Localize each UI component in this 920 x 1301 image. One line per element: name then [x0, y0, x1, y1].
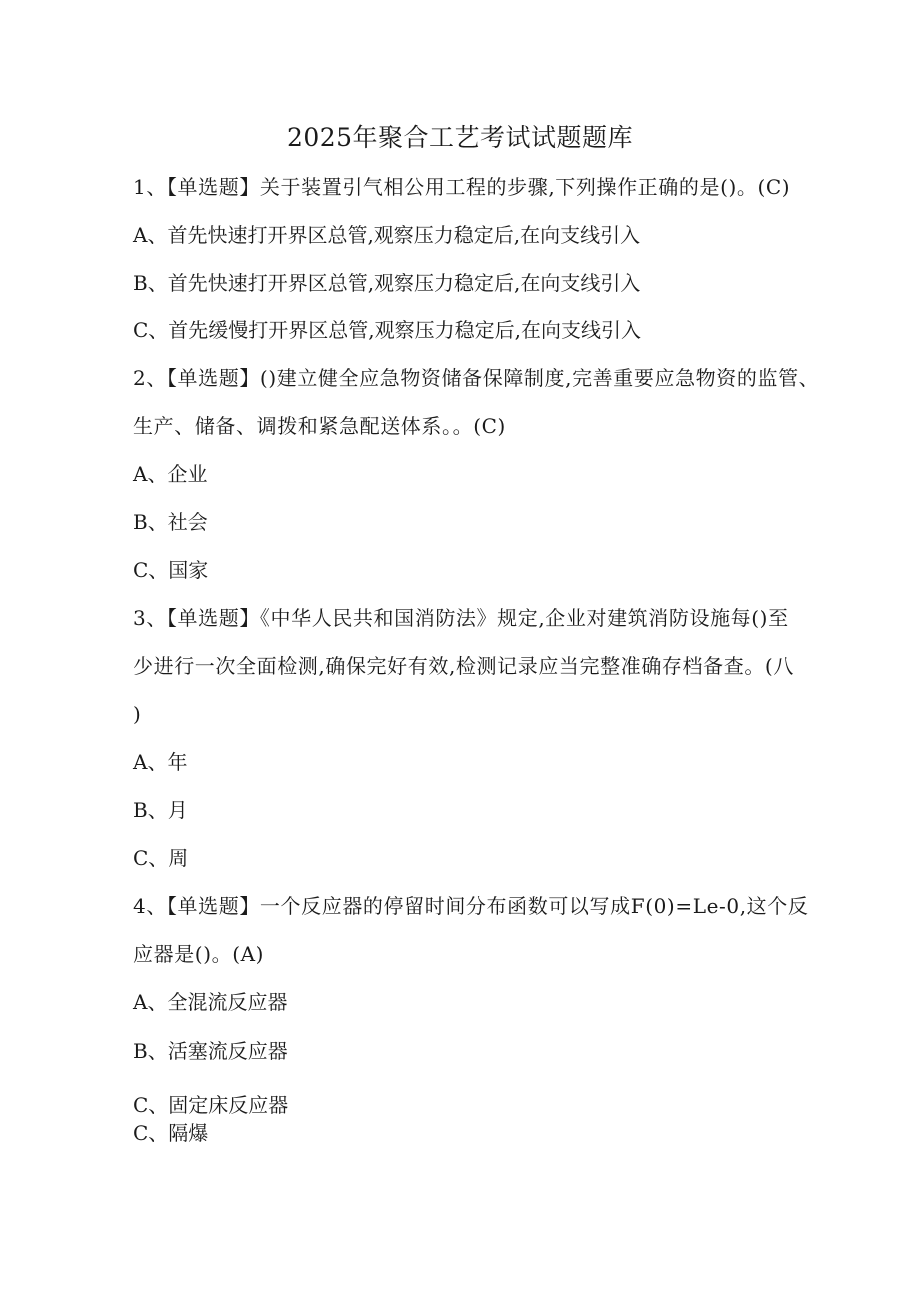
- question-4-text-line-2: 应器是()。(A): [133, 942, 265, 966]
- question-2-option-b: B、社会: [133, 510, 208, 534]
- question-2-text-line-1: 2、【单选题】()建立健全应急物资储备保障制度,完善重要应急物资的监管、: [133, 366, 820, 390]
- question-1-option-c: C、首先缓慢打开界区总管,观察压力稳定后,在向支线引入: [133, 318, 642, 342]
- question-1-text: 1、【单选题】关于装置引气相公用工程的步骤,下列操作正确的是()。(C): [133, 175, 791, 199]
- question-4-option-a: A、全混流反应器: [133, 990, 288, 1014]
- document-title: 2025年聚合工艺考试试题题库: [286, 123, 634, 152]
- question-3-text-line-3: ): [133, 702, 142, 726]
- question-2-option-a: A、企业: [133, 462, 208, 486]
- question-3-option-a: A、年: [133, 750, 188, 774]
- question-3-option-c: C、周: [133, 846, 189, 870]
- question-3-text-line-1: 3、【单选题】《中华人民共和国消防法》规定,企业对建筑消防设施每()至: [133, 606, 789, 630]
- question-4-option-c-extra: C、隔爆: [133, 1121, 209, 1145]
- question-1-option-b: B、首先快速打开界区总管,观察压力稳定后,在向支线引入: [133, 271, 641, 295]
- question-4-text-line-1: 4、【单选题】一个反应器的停留时间分布函数可以写成F(0)=Le-0,这个反: [133, 894, 809, 918]
- question-3-text-line-2: 少进行一次全面检测,确保完好有效,检测记录应当完整准确存档备查。(八: [133, 654, 794, 678]
- question-4-option-b: B、活塞流反应器: [133, 1039, 288, 1063]
- question-2-text-line-2: 生产、储备、调拨和紧急配送体系。。(C): [133, 414, 506, 438]
- question-2-option-c: C、国家: [133, 558, 209, 582]
- question-3-option-b: B、月: [133, 798, 188, 822]
- question-1-option-a: A、首先快速打开界区总管,观察压力稳定后,在向支线引入: [133, 223, 641, 247]
- question-4-option-c: C、固定床反应器: [133, 1093, 289, 1117]
